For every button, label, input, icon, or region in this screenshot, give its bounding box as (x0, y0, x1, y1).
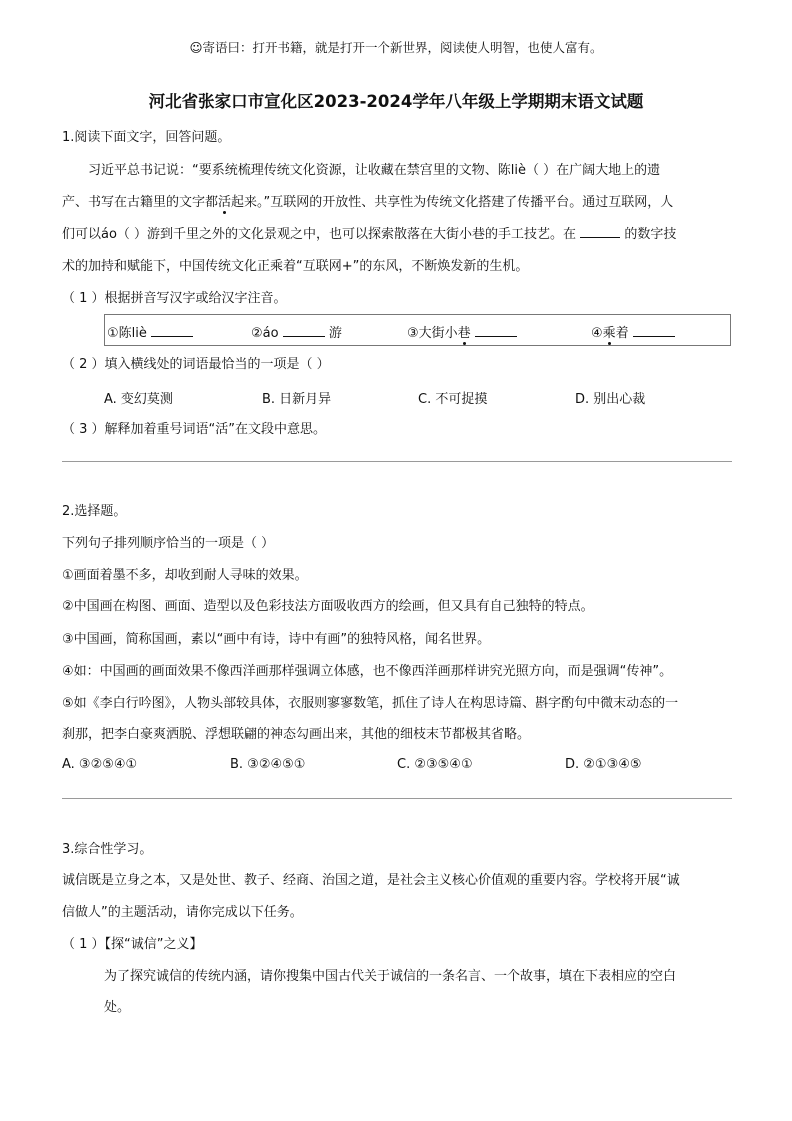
q1-passage-line-1: 习近平总书记说：“要系统梳理传统文化资源，让收藏在禁宫里的文物、陈liè（ ）在广阔大地上的遗 (88, 163, 661, 178)
q1-sub2: （ 2 ）填入横线处的词语最恰当的一项是（ ） (62, 357, 330, 372)
pinyin-item-label: 游 (328, 326, 342, 341)
q1-passage-text: 产、书写在古籍里的文字都 (62, 195, 219, 210)
q3-paragraph-line-2: 信做人”的主题活动，请你完成以下任务。 (62, 905, 303, 920)
q1-option-d[interactable]: D. 别出心裁 (575, 392, 646, 407)
emphasis-char-cheng: 乘 (602, 326, 616, 341)
q2-option-c[interactable]: C. ②③⑤④① (397, 757, 473, 772)
q2-sentence-3: ③中国画，简称国画，素以“画中有诗，诗中有画”的独特风格，闻名世界。 (62, 632, 491, 647)
emphasis-word-huo: 活 (218, 195, 232, 210)
q1-passage-line-3 (62, 225, 734, 245)
emphasis-char-xiang: 巷 (457, 326, 471, 341)
q1-passage-text: 们可以áo（ ）游到千里之外的文化景观之中，也可以探索散落在大街小巷的手工技艺。在 (62, 227, 577, 242)
q2-option-a[interactable]: A. ③②⑤④① (62, 757, 138, 772)
q2-sentence-5b: 刹那，把李白豪爽洒脱、浮想联翩的神态勾画出来，其他的细枝末节都极其省略。 (62, 727, 531, 742)
q2-sentence-2: ②中国画在构图、画面、造型以及色彩技法方面吸收西方的绘画，但又具有自己独特的特点。 (62, 599, 594, 614)
q1-option-b[interactable]: B. 日新月异 (262, 392, 332, 407)
q2-heading: 2.选择题。 (62, 504, 127, 519)
pinyin-item-label: ①陈liè (107, 326, 147, 341)
q1-passage-line-2 (62, 193, 734, 213)
pinyin-item-label: 着 (615, 326, 629, 341)
q2-option-d[interactable]: D. ②①③④⑤ (565, 757, 642, 772)
section-divider (62, 798, 732, 799)
answer-blank[interactable] (151, 324, 193, 337)
pinyin-item-3 (407, 322, 517, 341)
q2-sentence-5a: ⑤如《李白行吟图》，人物头部较具体，衣服则寥寥数笔，抓住了诗人在构思诗篇、斟字酌句中微末动态的一 (62, 696, 679, 711)
q2-sentence-1: ①画面着墨不多，却收到耐人寻味的效果。 (62, 568, 308, 583)
q1-option-a[interactable]: A. 变幻莫测 (104, 392, 173, 407)
q1-sub3: （ 3 ）解释加着重号词语“活”在文段中意思。 (62, 422, 327, 437)
page-title: 河北省张家口市宣化区2023-2024学年八年级上学期期末语文试题 (148, 92, 644, 111)
q3-heading: 3.综合性学习。 (62, 842, 153, 857)
q1-passage-line-4: 术的加持和赋能下，中国传统文化正乘着“互联网+”的东风，不断焕发新的生机。 (62, 259, 529, 274)
q1-heading: 1.阅读下面文字，回答问题。 (62, 130, 231, 145)
answer-blank[interactable] (633, 324, 675, 337)
q2-sentence-4: ④如：中国画的画面效果不像西洋画那样强调立体感，也不像西洋画那样讲究光照方向，而是强调“传神”。 (62, 664, 673, 679)
q3-task-line-2: 处。 (104, 1000, 131, 1015)
pinyin-item-label: ④ (591, 326, 603, 341)
q3-task-line-1: 为了探究诚信的传统内涵，请你搜集中国古代关于诚信的一条名言、一个故事，填在下表相应的空白 (104, 969, 677, 984)
pinyin-item-label: ②áo (251, 326, 279, 341)
q1-passage-text: 的数字技 (624, 227, 677, 242)
pinyin-item-1 (107, 322, 193, 341)
motto-line: ☺寄语曰：打开书籍，就是打开一个新世界，阅读使人明智，也使人富有。 (189, 40, 603, 55)
q2-option-b[interactable]: B. ③②④⑤① (230, 757, 306, 772)
q2-stem: 下列句子排列顺序恰当的一项是（ ） (62, 536, 275, 551)
pinyin-answer-box (104, 314, 731, 346)
q3-paragraph-line-1: 诚信既是立身之本，又是处世、教子、经商、治国之道，是社会主义核心价值观的重要内容。学校将开展“诚 (62, 873, 680, 888)
q1-sub1: （ 1 ）根据拼音写汉字或给汉字注音。 (62, 291, 287, 306)
q1-passage-text: 起来。”互联网的开放性、共享性为传统文化搭建了传播平台。通过互联网，人 (231, 195, 674, 210)
q1-option-c[interactable]: C. 不可捉摸 (418, 392, 488, 407)
q3-sub1: （ 1 ）【探“诚信”之义】 (62, 937, 203, 952)
pinyin-item-4 (591, 322, 675, 341)
answer-blank[interactable] (283, 324, 325, 337)
answer-blank[interactable] (475, 324, 517, 337)
pinyin-item-2 (251, 322, 342, 341)
section-divider (62, 461, 732, 462)
pinyin-item-label: ③大街小 (407, 326, 458, 341)
fill-in-blank[interactable] (580, 225, 620, 238)
